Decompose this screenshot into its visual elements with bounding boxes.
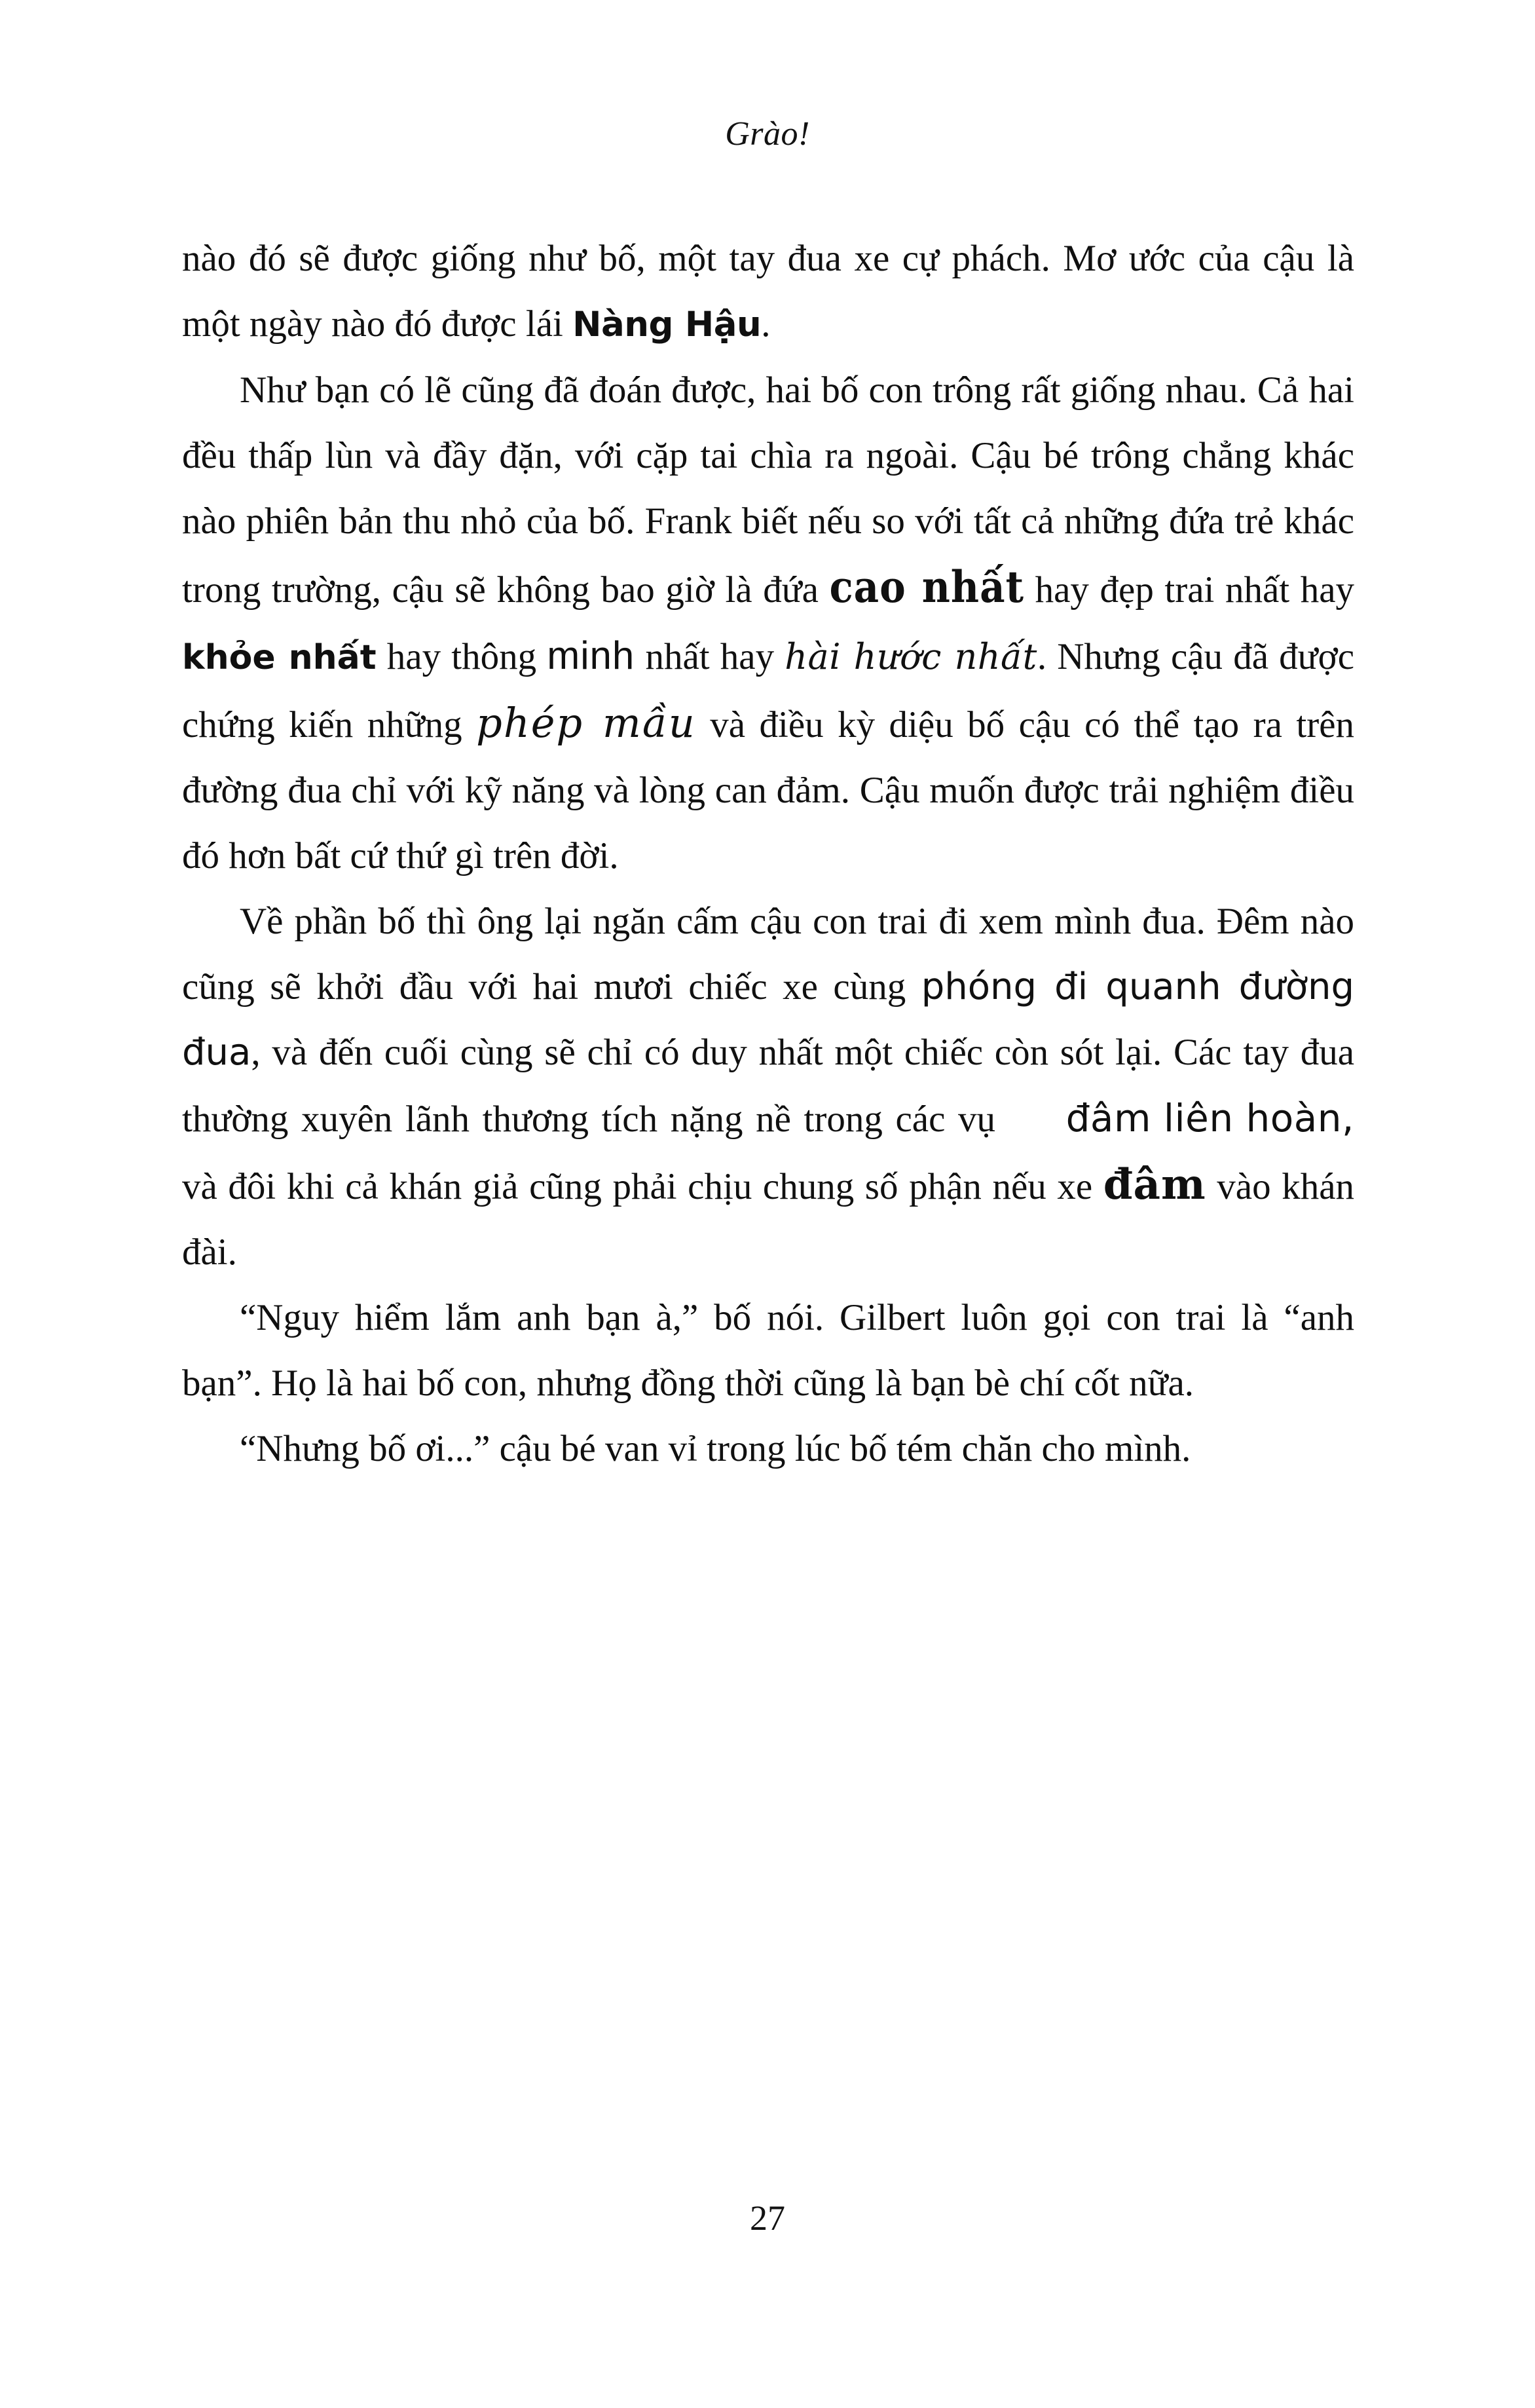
- text-run: vào khán đài.: [182, 1166, 1354, 1273]
- emphasis-word: đâm: [1103, 1160, 1206, 1209]
- paragraph: [182, 1416, 1354, 1482]
- text-run: nhất hay: [635, 636, 785, 677]
- text-run: nào đó sẽ được giống như bố, một tay đua xe cự phách. Mơ ước của cậu là một ngày nào đó được lái: [182, 238, 1354, 345]
- text-run: hay đẹp trai nhất hay: [1024, 569, 1355, 611]
- emphasis-word: Nàng Hậu: [572, 305, 762, 345]
- emphasis-word: minh: [547, 633, 635, 677]
- paragraph: [182, 358, 1354, 889]
- emphasis-word: cao nhất: [829, 561, 1025, 612]
- emphasis-word: khỏe nhất: [182, 638, 377, 677]
- emphasis-word: phóng đi quanh đường đua: [182, 966, 1354, 1074]
- page-body-text: [182, 226, 1354, 1482]
- text-run: .: [761, 303, 771, 345]
- page-number: 27: [750, 2198, 785, 2238]
- text-run: và điều kỳ diệu bố cậu có thể tạo ra trên đường đua chỉ với kỹ năng và lòng can đảm. Cậu muốn được trải nghiệm điều đó hơn bất cứ thứ gì trên đời.: [182, 704, 1355, 876]
- text-run: Về phần bố thì ông lại ngăn cấm cậu con trai đi xem mình đua. Đêm nào cũng sẽ khởi đầu với hai mươi chiếc xe cùng: [182, 901, 1354, 1007]
- text-run: và đôi khi cả khán giả cũng phải chịu chung số phận nếu xe: [182, 1166, 1103, 1207]
- running-head: Grào!: [725, 115, 810, 153]
- paragraph: [182, 889, 1354, 1285]
- paragraph: [182, 226, 1354, 358]
- text-run: “Nhưng bố ơi...” cậu bé van vỉ trong lúc bố tém chăn cho mình.: [240, 1428, 1191, 1469]
- paragraph: [182, 1285, 1354, 1416]
- emphasis-word: phép mầu: [476, 699, 696, 747]
- text-run: . Nhưng cậu đã được chứng kiến những: [182, 636, 1355, 745]
- text-run: “Nguy hiểm lắm anh bạn à,” bố nói. Gilbert luôn gọi con trai là “anh bạn”. Họ là hai bố con, nhưng đồng thời cũng là bạn bè chí cốt nữa.: [182, 1297, 1354, 1404]
- emphasis-word: hài hước nhất: [785, 636, 1037, 677]
- text-run: , và đến cuối cùng sẽ chỉ có duy nhất một chiếc còn sót lại. Các tay đua thường xuyên lãnh thương tích nặng nề trong các vụ: [182, 1032, 1354, 1140]
- text-run: Như bạn có lẽ cũng đã đoán được, hai bố con trông rất giống nhau. Cả hai đều thấp lùn và đầy đặn, với cặp tai chìa ra ngoài. Cậu bé trông chẳng khác nào phiên bản thu nhỏ của bố. Frank biết nếu so với tất cả những đứa trẻ khác trong trường, cậu sẽ không bao giờ là đứa: [182, 369, 1354, 611]
- emphasis-word: đâm liên hoàn,: [1065, 1096, 1354, 1140]
- text-run: hay thông: [376, 636, 547, 677]
